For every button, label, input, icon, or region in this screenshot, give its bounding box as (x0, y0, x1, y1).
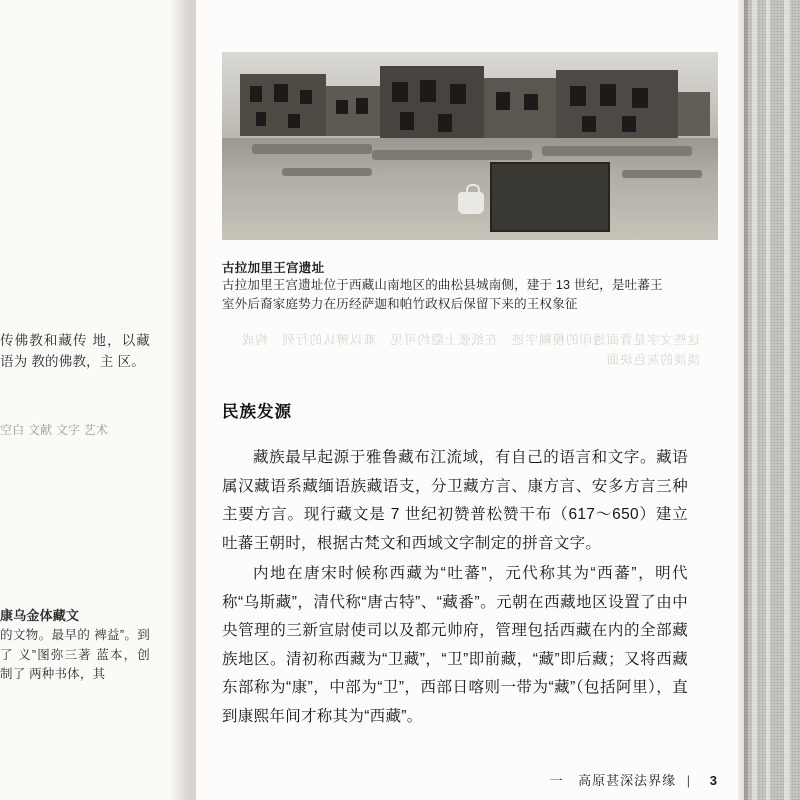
cloth-shadow (744, 0, 748, 800)
ruin-window (496, 92, 510, 110)
ruin-window (392, 82, 408, 102)
figure-caption-text: 古拉加里王宫遗址位于西藏山南地区的曲松县城南侧，建于 13 世纪，是吐蕃王室外后裔家庭势力在历经萨迦和帕竹政权后保留下来的王权象征 (222, 278, 663, 311)
footer-dash: 一 (549, 773, 564, 788)
kettle-object (458, 192, 484, 214)
ruin-window (570, 86, 586, 106)
ruin-window (400, 112, 414, 130)
ruin-window (632, 88, 648, 108)
body-paragraph-2: 内地在唐宋时候称西藏为“吐蕃”，元代称其为“西蕃”，明代称“乌斯藏”，清代称“唐古特”、“藏番”。元朝在西藏地区设置了由中央管理的三新宣尉使司以及都元帅府，管理包括西藏在内的全部藏族地区。清初称西藏为“卫藏”，“卫”即前藏，“藏”即后藏；又将西藏东部称为“康”，中部为“卫”，西部日喀则一带为“藏”（包括阿里），直到康熙年间才称其为“西藏”。 (222, 565, 688, 725)
ruin-window (274, 84, 288, 102)
ruin-window (256, 112, 266, 126)
ruin-window (300, 90, 312, 104)
ruin-wall (556, 70, 678, 138)
ruin-window (438, 114, 452, 132)
ruin-window (582, 116, 596, 132)
photo-rubble (372, 150, 532, 160)
ruin-window (250, 86, 262, 102)
ruins-photograph (222, 52, 718, 240)
ruin-wall (240, 74, 326, 136)
footer-chapter-title: 高原甚深法界缘 (578, 773, 677, 788)
ruin-wall (380, 66, 484, 138)
ruin-wall (678, 92, 710, 136)
figure-caption-title: 古拉加里王宫遗址 (222, 261, 325, 275)
ruin-window (622, 116, 636, 132)
photo-rubble (252, 144, 372, 154)
left-page-text-bottom: 的文物。最早的 裨益”。到了 义”图弥三著 蓝本，创制了 两种书体，其 (0, 628, 150, 681)
ruin-window (288, 114, 300, 128)
photo-rubble (542, 146, 692, 156)
ruin-window (450, 84, 466, 104)
footer-separator: | (686, 773, 692, 788)
show-through-text: 这些文字是背面透印的模糊字迹 在纸张上隐约可见 难以辨认的行列 构成淡淡的灰色块面 (240, 333, 700, 367)
left-page-subheading: 康乌金体藏文 (0, 608, 80, 623)
ruin-window (600, 84, 616, 106)
page-footer (222, 770, 718, 789)
photo-rubble (282, 168, 372, 176)
cloth-stripe (784, 0, 790, 800)
stone-stele (490, 162, 610, 232)
ruin-window (524, 94, 538, 110)
ruin-wall (326, 86, 380, 136)
section-heading: 民族发源 (222, 403, 292, 421)
left-page-text-top: 传佛教和藏传 地，以藏语为 教的佛教，主 区。 (0, 333, 150, 369)
photo-rubble (622, 170, 702, 178)
cloth-stripe (766, 0, 770, 800)
ruin-window (420, 80, 436, 102)
page-number: 3 (709, 773, 718, 788)
left-page-text-faint: 空白 文献 文字 艺术 (0, 423, 109, 437)
left-page (0, 0, 196, 800)
cloth-stripe (752, 0, 757, 800)
ruin-window (336, 100, 348, 114)
ruin-window (356, 98, 368, 114)
ruin-wall (484, 78, 556, 138)
body-paragraph-1: 藏族最早起源于雅鲁藏布江流域，有自己的语言和文字。藏语属汉藏语系藏缅语族藏语支，分卫藏方言、康方言、安多方言三种主要方言。现行藏文是 7 世纪初赞普松赞干布（617～650）建立吐蕃王朝时，根据古梵文和西域文字制定的拼音文字。 (222, 449, 688, 552)
